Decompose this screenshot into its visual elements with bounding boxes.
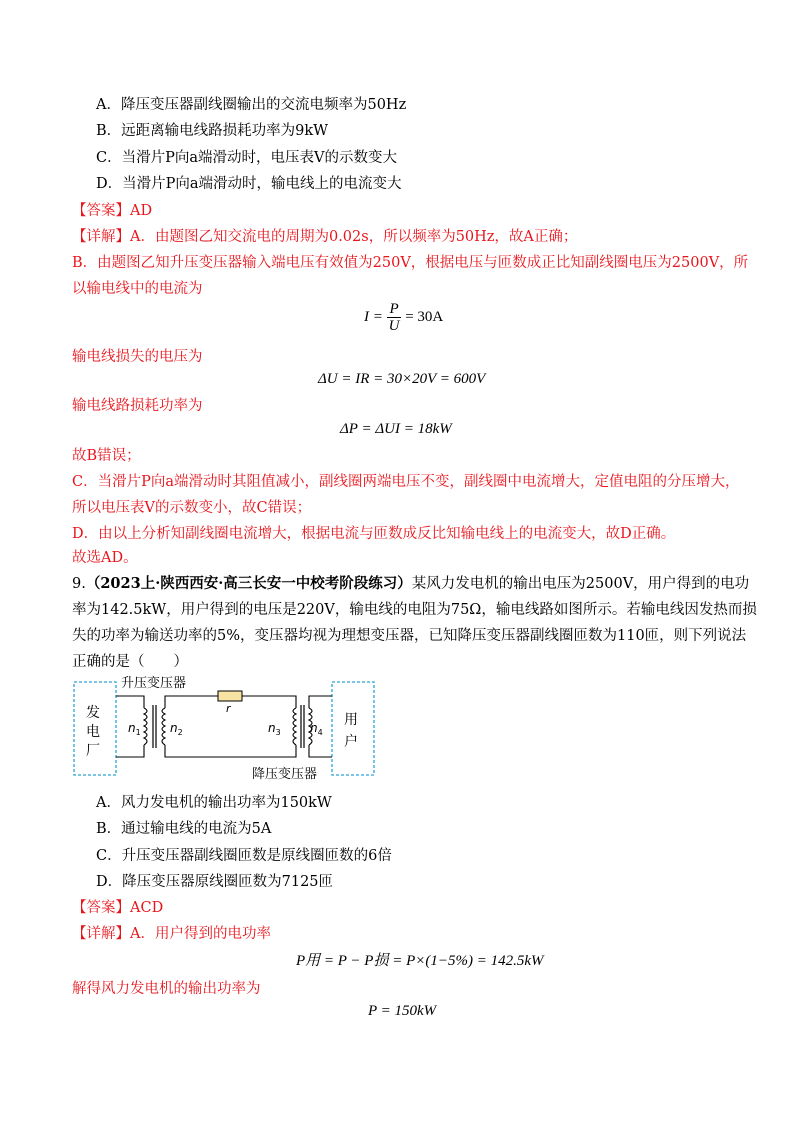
formula-voltage-loss: ΔU = IR = 30×20V = 600V <box>318 371 486 387</box>
q9-solve-label: 解得风力发电机的输出功率为 <box>72 981 261 997</box>
q9-stem-line2: 率为142.5kW，用户得到的电压是220V，输电线的电阻为75Ω，输电线路如图所示。若输电线因发热而损 <box>72 602 757 618</box>
q8-answer: 【答案】AD <box>72 203 153 219</box>
q8-voltage-loss-label: 输电线损失的电压为 <box>72 349 203 365</box>
q8-detail-c-line2: 所以电压表V的示数变小，故C错误； <box>72 500 312 516</box>
step-down-primary-coil <box>293 708 296 745</box>
user-label-1: 用 <box>344 712 358 728</box>
q9-source: （2023上·陕西西安·高三长安一中校考阶段练习） <box>85 575 412 592</box>
q8-option-c: C．当滑片P向a端滑动时，电压表V的示数变大 <box>96 150 397 166</box>
q9-stem-text1: 某风力发电机的输出电压为2500V，用户得到的电功 <box>411 576 750 592</box>
q9-number: 9. <box>72 576 86 592</box>
user-label-2: 户 <box>344 734 358 750</box>
line-resistor <box>218 691 242 701</box>
q8-option-d: D．当滑片P向a端滑动时，输电线上的电流变大 <box>96 176 402 192</box>
formula-current: I = $\frac{P}{U}$ = 30A <box>364 301 444 334</box>
n4-label: $n_4$ <box>310 721 323 737</box>
n3-label: $n_3$ <box>268 721 281 737</box>
q9-option-d: D．降压变压器原线圈匝数为7125匝 <box>96 874 334 890</box>
step-up-primary-coil <box>144 708 147 745</box>
q9-option-a: A．风力发电机的输出功率为150kW <box>96 795 332 811</box>
q8-detail-c-line1: C．当滑片P向a端滑动时其阻值减小，副线圈两端电压不变，副线圈中电流增大，定值电阻的分压增大， <box>72 474 740 490</box>
generator-label-2: 电 <box>86 724 100 740</box>
transmission-circuit-diagram <box>70 672 380 784</box>
step-up-secondary-coil <box>162 708 165 745</box>
q9-stem-line1 <box>72 574 749 594</box>
formula-power-loss: ΔP = ΔUI = 18kW <box>340 421 452 437</box>
q9-detail-a: 【详解】A．用户得到的电功率 <box>72 926 271 942</box>
q9-option-b: B．通过输电线的电流为5A <box>96 821 272 837</box>
q8-detail-a: 【详解】A．由题图乙知交流电的周期为0.02s，所以频率为50Hz，故A正确； <box>72 229 578 245</box>
step-down-transformer-label: 降压变压器 <box>252 767 318 782</box>
generator-label-1: 发 <box>86 705 100 721</box>
q8-detail-d: D．由以上分析知副线圈电流增大，根据电流与匝数成反比知输电线上的电流变大，故D正确。 <box>72 526 676 542</box>
user-box <box>332 682 374 775</box>
q9-stem-line4: 正确的是（ ） <box>72 654 188 670</box>
step-up-transformer-label: 升压变压器 <box>121 676 187 691</box>
q8-detail-b-line1: B．由题图乙知升压变压器输入端电压有效值为250V，根据电压与匝数成正比知副线圈电压为2500V，所 <box>72 255 749 271</box>
formula-output-power: P = 150kW <box>368 1003 437 1019</box>
q8-power-loss-label: 输电线路损耗功率为 <box>72 398 203 414</box>
q8-option-a: A．降压变压器副线圈输出的交流电频率为50Hz <box>96 97 407 113</box>
n2-label: $n_2$ <box>170 721 183 737</box>
q8-option-b: B．远距离输电线路损耗功率为9kW <box>96 123 329 139</box>
q8-b-wrong: 故B错误； <box>72 448 141 464</box>
q8-detail-b-line2: 以输电线中的电流为 <box>72 281 203 297</box>
q9-answer: 【答案】ACD <box>72 900 164 916</box>
q8-choose: 故选AD。 <box>72 550 138 566</box>
q9-option-c: C．升压变压器副线圈匝数是原线圈匝数的6倍 <box>96 848 392 864</box>
resistor-label: r <box>226 702 231 715</box>
q9-stem-line3: 失的功率为输送功率的5%，变压器均视为理想变压器，已知降压变压器副线圈匝数为110匝，则下列说法 <box>72 628 747 644</box>
generator-label-3: 厂 <box>86 743 100 759</box>
formula-user-power: P用 = P − P损 = P×(1−5%) = 142.5kW <box>296 953 544 969</box>
n1-label: $n_1$ <box>128 721 141 737</box>
